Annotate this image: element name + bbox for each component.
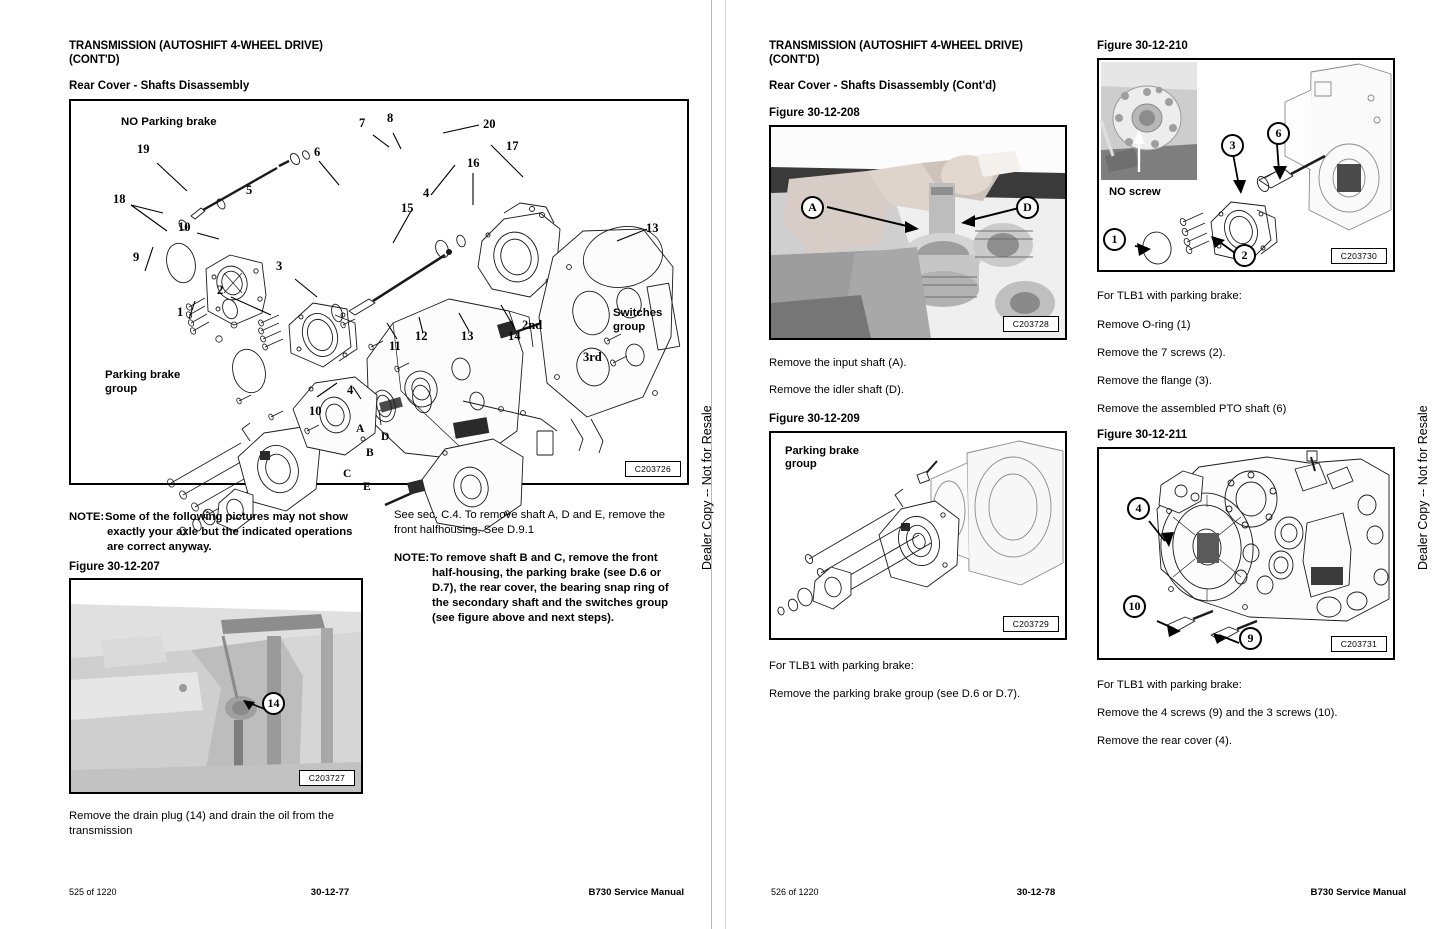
note2-line5: (see figure above and next steps). — [432, 612, 615, 625]
callout-4-lower: 4 — [347, 383, 354, 397]
photo-input-idler-shaft — [771, 127, 1065, 338]
page-title — [69, 40, 429, 67]
callout-circle-10: 10 — [1123, 595, 1146, 618]
callout-5: 5 — [246, 183, 253, 197]
caption-209-line1: For TLB1 with parking brake: — [769, 660, 914, 672]
caption-207-line1: Remove the drain plug (14) and drain the oil from the — [69, 810, 334, 822]
label-switches-group — [613, 307, 662, 334]
page-title-right-line2: (CONT'D) — [769, 53, 820, 66]
callout-circle-6: 6 — [1267, 122, 1290, 145]
shaft-letter-e: E — [363, 481, 371, 493]
caption-210-line1: For TLB1 with parking brake: — [1097, 290, 1242, 302]
label-switches-group-l1: Switches — [613, 307, 663, 319]
callout-circle-d: D — [1016, 196, 1039, 219]
footer-right-page — [726, 887, 1437, 903]
footer-section-number-right: 30-12-78 — [1016, 887, 1056, 898]
figure-30-12-208 — [769, 125, 1067, 340]
caption-207-line2: transmission — [69, 825, 133, 838]
label-parking-brake-group-209 — [785, 445, 859, 472]
paragraph-see-sec-c4 — [394, 508, 689, 539]
note1-line2: exactly your axle but the indicated operations — [107, 526, 353, 539]
figure-code-c203729: C203729 — [1003, 616, 1059, 632]
see-sec-line2: front halfhousing. See D.9.1 — [394, 524, 535, 537]
caption-208-line1: Remove the input shaft (A). — [769, 357, 907, 369]
callout-7: 7 — [359, 116, 366, 130]
callout-circle-2: 2 — [1233, 244, 1256, 267]
note2-line1: To remove shaft B and C, remove the front — [430, 552, 658, 564]
caption-208-line2: Remove the idler shaft (D). — [769, 384, 904, 396]
shaft-letter-a: A — [356, 423, 365, 435]
callout-20: 20 — [483, 117, 496, 131]
note2-label: NOTE: — [394, 552, 430, 564]
callout-2nd: 2nd — [522, 318, 543, 332]
figure-30-12-209 — [769, 431, 1067, 640]
footer-manual-name-right: B730 Service Manual — [1310, 887, 1406, 898]
footer-page-number-right: 526 of 1220 — [771, 887, 819, 897]
callout-10-lower: 10 — [309, 404, 322, 418]
footer-left-page — [0, 887, 711, 903]
callout-1: 1 — [177, 305, 184, 319]
callout-12: 12 — [415, 329, 428, 343]
figure-30-12-207 — [69, 578, 363, 794]
shaft-letter-d: D — [381, 431, 390, 443]
figure-label-30-12-210: Figure 30-12-210 — [1097, 40, 1188, 52]
caption-figure-207 — [69, 809, 364, 840]
figure-30-12-211 — [1097, 447, 1395, 660]
callout-circle-9: 9 — [1239, 627, 1262, 650]
page-title-line1: TRANSMISSION (AUTOSHIFT 4-WHEEL DRIVE) — [69, 40, 323, 52]
callout-19: 19 — [137, 142, 150, 156]
drawing-pto-flange-removal — [1099, 60, 1393, 270]
label-parking-brake-group-l2: group — [105, 382, 138, 395]
figure-label-30-12-209: Figure 30-12-209 — [769, 413, 860, 425]
exploded-transmission-drawing — [71, 101, 687, 483]
footer-section-number: 30-12-77 — [310, 887, 350, 898]
footer-page-number: 525 of 1220 — [69, 887, 117, 897]
page-title-right — [769, 40, 1129, 67]
caption-211-line3: Remove the rear cover (4). — [1097, 735, 1232, 747]
callout-3rd: 3rd — [583, 350, 602, 364]
figure-code-c203727: C203727 — [299, 770, 355, 786]
see-sec-line1: See sec. C.4. To remove shaft A, D and E, remove the — [394, 509, 666, 521]
photo-drain-plug — [71, 580, 361, 792]
note-label: NOTE: — [69, 511, 105, 523]
callout-13-right: 13 — [646, 221, 659, 235]
caption-210-line3: Remove the 7 screws (2). — [1097, 347, 1226, 359]
note-remove-shaft-bc — [394, 551, 690, 626]
note2-line4: the secondary shaft and the switches group — [432, 597, 669, 610]
figure-label-30-12-207: Figure 30-12-207 — [69, 561, 160, 573]
figure-code-c203726: C203726 — [625, 461, 681, 477]
label-parking-brake-group — [105, 369, 180, 396]
figure-code-c203728: C203728 — [1003, 316, 1059, 332]
section-title: Rear Cover - Shafts Disassembly — [69, 80, 250, 92]
caption-210-line4: Remove the flange (3). — [1097, 375, 1212, 387]
callout-13-mid: 13 — [461, 329, 474, 343]
callout-6: 6 — [314, 145, 321, 159]
figure-code-c203731: C203731 — [1331, 636, 1387, 652]
watermark-dealer-copy-right: Dealer Copy -- Not for Resale — [1416, 405, 1430, 570]
callout-18: 18 — [113, 192, 126, 206]
pb-group-209-l2: group — [785, 458, 817, 471]
callout-2: 2 — [217, 283, 224, 297]
callout-14: 14 — [508, 329, 521, 343]
note1-line1: Some of the following pictures may not show — [105, 511, 348, 523]
figure-30-12-210 — [1097, 58, 1395, 272]
caption-211-line2: Remove the 4 screws (9) and the 3 screws (10). — [1097, 707, 1338, 719]
page-gutter — [712, 0, 726, 929]
label-parking-brake-group-l1: Parking brake — [105, 369, 181, 381]
footer-manual-name: B730 Service Manual — [588, 887, 684, 898]
label-switches-group-l2: group — [613, 320, 646, 333]
figure-code-c203730: C203730 — [1331, 248, 1387, 264]
callout-17: 17 — [506, 139, 519, 153]
note1-line3: are correct anyway. — [107, 541, 212, 554]
section-title-right: Rear Cover - Shafts Disassembly (Cont'd) — [769, 80, 997, 92]
note2-line3: D.7), the rear cover, the bearing snap ring of — [432, 582, 669, 595]
figure-main-exploded — [69, 99, 689, 493]
callout-16: 16 — [467, 156, 480, 170]
note-picture-disclaimer — [69, 510, 374, 555]
callout-circle-a: A — [801, 196, 824, 219]
callout-circle-1: 1 — [1103, 228, 1126, 251]
shaft-letter-c: C — [343, 468, 352, 480]
pb-group-209-l1: Parking brake — [785, 445, 859, 457]
page-left — [0, 0, 712, 929]
page-right — [726, 0, 1437, 929]
figure-label-30-12-211: Figure 30-12-211 — [1097, 429, 1188, 441]
callout-circle-3: 3 — [1221, 134, 1244, 157]
callout-circle-4: 4 — [1127, 497, 1150, 520]
callout-4-upper: 4 — [423, 186, 430, 200]
caption-210-line5: Remove the assembled PTO shaft (6) — [1097, 403, 1287, 415]
shaft-letter-b: B — [366, 447, 374, 459]
label-no-parking-brake: NO Parking brake — [121, 116, 217, 128]
watermark-dealer-copy: Dealer Copy -- Not for Resale — [700, 405, 714, 570]
caption-210-line2: Remove O-ring (1) — [1097, 319, 1191, 331]
caption-209-line2: Remove the parking brake group (see D.6 or D.7). — [769, 688, 1021, 700]
caption-211-line1: For TLB1 with parking brake: — [1097, 679, 1242, 691]
label-no-screw: NO screw — [1109, 186, 1161, 198]
callout-circle-14: 14 — [262, 692, 285, 715]
callout-11: 11 — [389, 339, 401, 353]
page-title-line2: (CONT'D) — [69, 53, 120, 66]
callout-10: 10 — [178, 220, 191, 234]
callout-9: 9 — [133, 250, 140, 264]
callout-8: 8 — [387, 111, 394, 125]
page-title-right-line1: TRANSMISSION (AUTOSHIFT 4-WHEEL DRIVE) — [769, 40, 1023, 52]
note2-line2: half-housing, the parking brake (see D.6 or — [432, 567, 662, 580]
callout-3: 3 — [276, 259, 283, 273]
figure-label-30-12-208: Figure 30-12-208 — [769, 107, 860, 119]
callout-15: 15 — [401, 201, 414, 215]
